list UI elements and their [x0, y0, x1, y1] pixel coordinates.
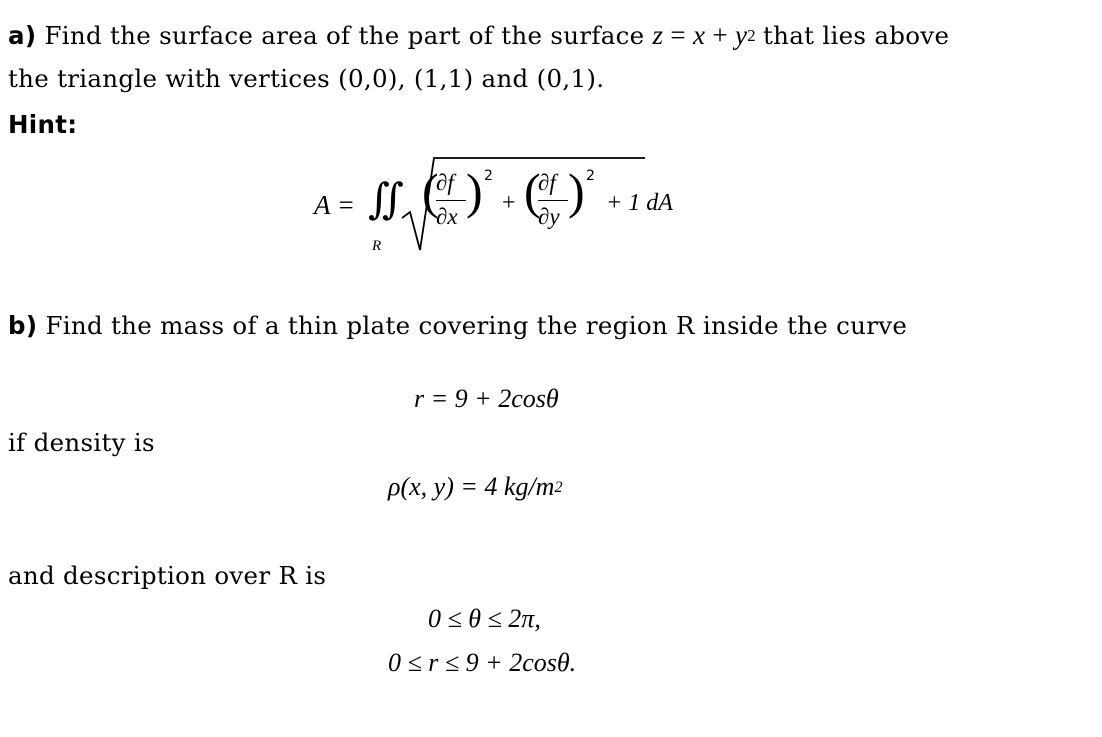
formula-tail: + 1 dA	[606, 190, 673, 216]
density-exponent: 2	[554, 478, 563, 496]
partial-f-1: ∂f	[436, 170, 454, 195]
r-range: 0 ≤ r ≤ 9 + 2cosθ.	[388, 648, 577, 677]
part-b-line-1	[8, 311, 907, 340]
equation-equals: =	[670, 20, 686, 50]
exponent-1: 2	[484, 168, 493, 184]
left-paren-2: (	[524, 163, 541, 219]
part-a-line-2: the triangle with vertices (0,0), (1,1) and (0,1).	[8, 64, 605, 93]
exponent-2: 2	[586, 168, 595, 184]
fraction-bar-1	[436, 200, 466, 201]
part-b-label: b)	[8, 311, 38, 340]
hint-label: Hint:	[8, 110, 78, 139]
density-expression: ρ(x, y) = 4 kg/m	[388, 472, 555, 501]
right-paren-1: )	[466, 163, 483, 219]
equation-exponent: 2	[747, 25, 756, 45]
fraction-bar-2	[538, 200, 568, 201]
integral-region: R	[372, 238, 382, 254]
part-b-prompt: Find the mass of a thin plate covering the region R inside the curve	[45, 311, 908, 340]
formula-plus: +	[502, 190, 516, 216]
surface-area-formula	[312, 150, 732, 260]
density-equation	[388, 472, 563, 502]
part-a-label: a)	[8, 21, 37, 50]
part-a-line-1	[8, 20, 949, 51]
surface-equation	[653, 20, 763, 50]
left-paren-1: (	[422, 163, 439, 219]
part-a-prompt-suffix: that lies above	[762, 21, 950, 50]
equation-y: y	[734, 20, 748, 50]
partial-x: ∂x	[436, 204, 458, 229]
partial-f-2: ∂f	[538, 170, 556, 195]
theta-range: 0 ≤ θ ≤ 2π,	[428, 604, 541, 633]
part-a-prompt: Find the surface area of the part of the surface	[44, 21, 645, 50]
right-paren-2: )	[568, 163, 585, 219]
equation-lhs: z	[652, 20, 664, 50]
equation-plus: +	[712, 20, 728, 50]
formula-lhs: A =	[314, 190, 355, 220]
description-intro: and description over R is	[8, 561, 327, 590]
density-intro: if density is	[8, 428, 155, 457]
equation-x: x	[692, 20, 706, 50]
curve-equation: r = 9 + 2cosθ	[414, 384, 559, 413]
double-integral-sign: ∬	[368, 177, 404, 223]
partial-y: ∂y	[538, 204, 560, 229]
